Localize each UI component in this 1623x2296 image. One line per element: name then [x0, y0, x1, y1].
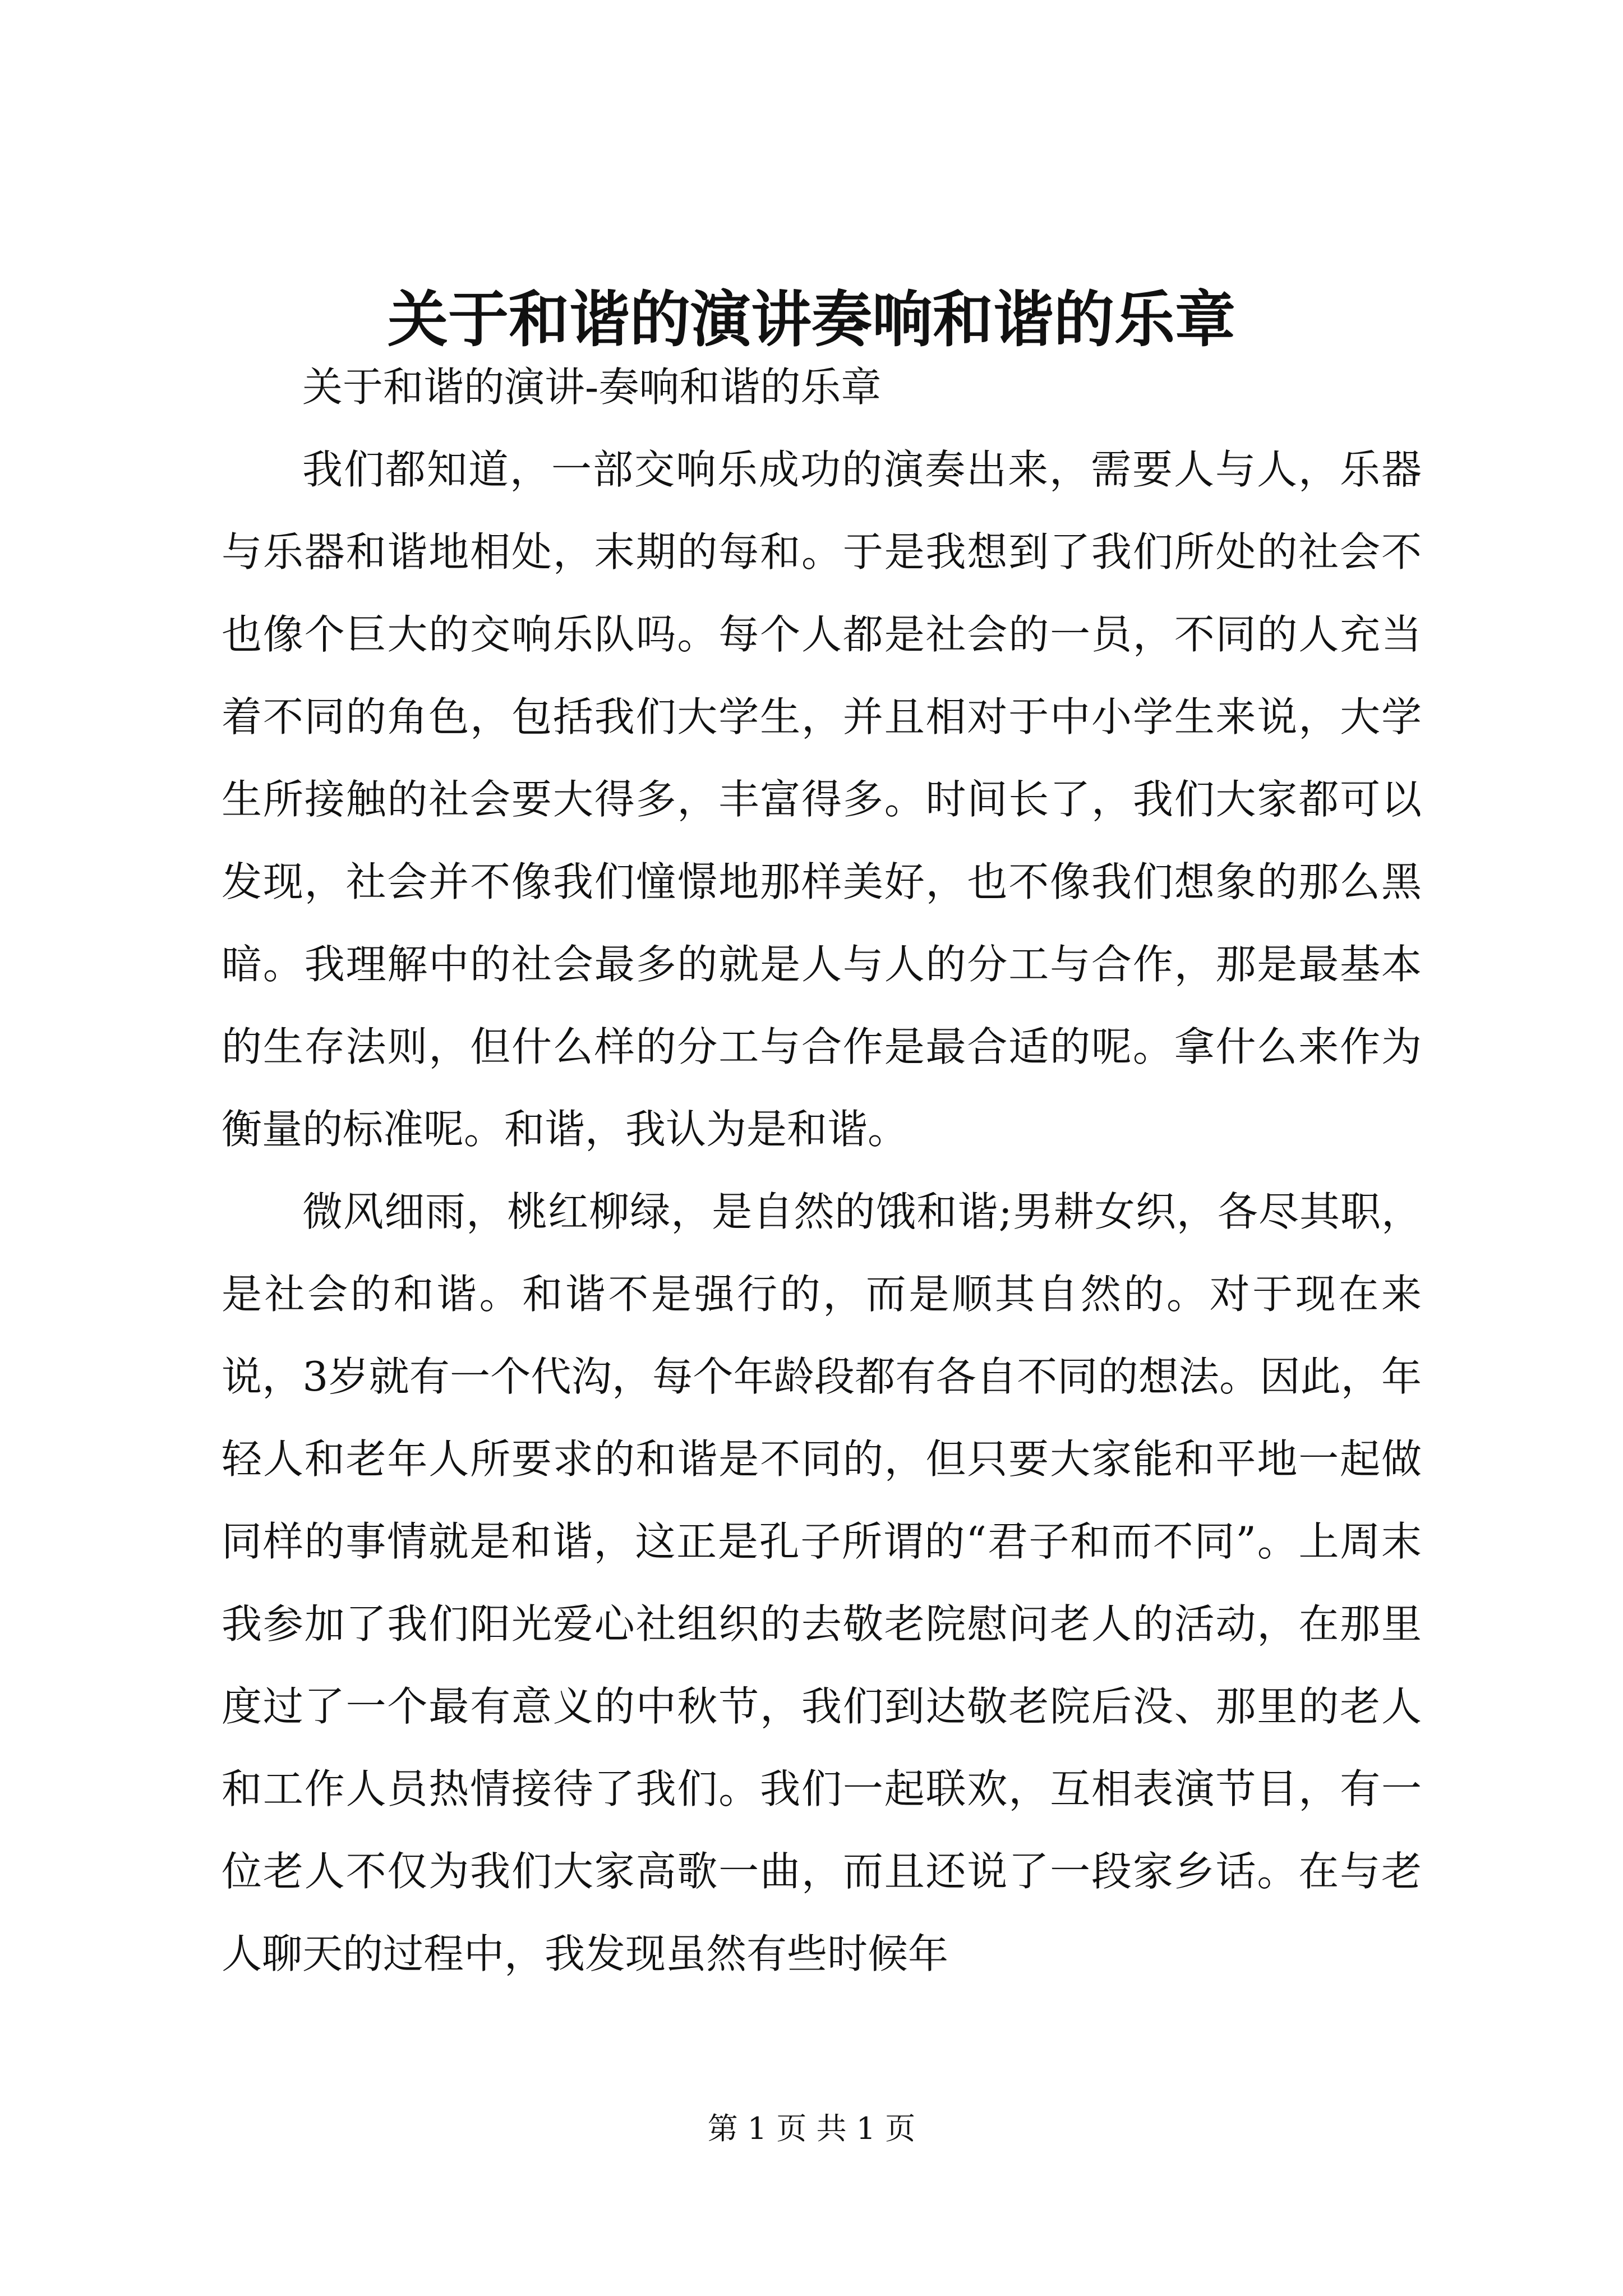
paragraph: 我们都知道，一部交响乐成功的演奏出来，需要人与人，乐器与乐器和谐地相处，末期的每和。于是我想到了我们所处的社会不也像个巨大的交响乐队吗。每个人都是社会的一员，不同的人充当着不同的角色，包括我们大学生，并且相对于中小学生来说，大学生所接触的社会要大得多，丰富得多。时间长了，我们大家都可以发现，社会并不像我们憧憬地那样美好，也不像我们想象的那么黑暗。我理解中的社会最多的就是人与人的分工与合作，那是最基本的生存法则，但什么样的分工与合作是最合适的呢。拿什么来作为衡量的标准呢。和谐，我认为是和谐。: [222, 446, 1422, 1153]
document-title: 关于和谐的演讲奏响和谐的乐章: [387, 284, 1235, 355]
paragraph-subtitle: 关于和谐的演讲-奏响和谐的乐章: [302, 364, 882, 411]
document-body: [222, 346, 1422, 1995]
page-footer: 第 1 页 共 1 页: [707, 2111, 916, 2146]
paragraph: 微风细雨，桃红柳绿，是自然的饿和谐;男耕女织，各尽其职，是社会的和谐。和谐不是强行的，而是顺其自然的。对于现在来说，3岁就有一个代沟，每个年龄段都有各自不同的想法。因此，年轻人和老年人所要求的和谐是不同的，但只要大家能和平地一起做同样的事情就是和谐，这正是孔子所谓的“君子和而不同”。上周末我参加了我们阳光爱心社组织的去敬老院慰问老人的活动，在那里度过了一个最有意义的中秋节，我们到达敬老院后没、那里的老人和工作人员热情接待了我们。我们一起联欢，互相表演节目，有一位老人不仅为我们大家高歌一曲，而且还说了一段家乡话。在与老人聊天的过程中，我发现虽然有些时候年: [222, 1188, 1422, 1977]
